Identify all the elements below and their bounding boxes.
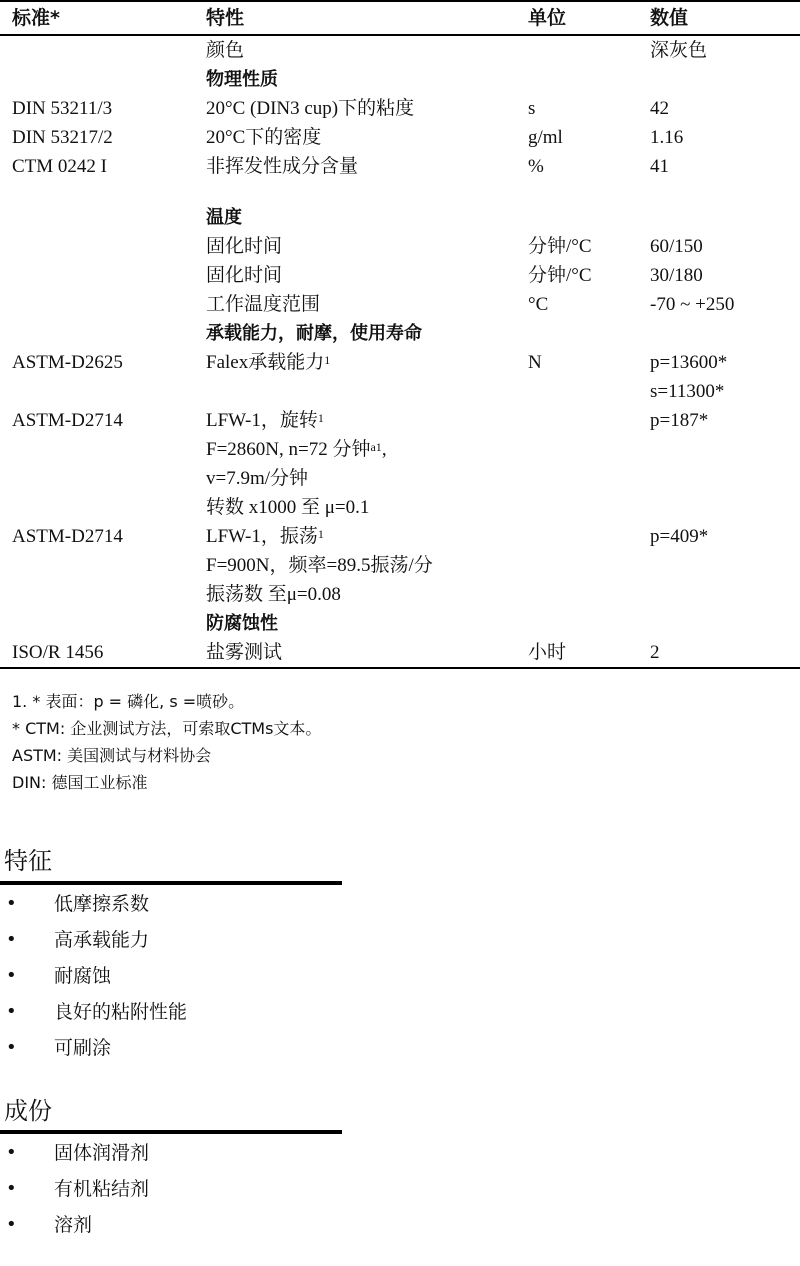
cell-standard: ASTM-D2625 — [12, 352, 123, 373]
list-item: • 有机粘结剂 — [0, 1171, 149, 1207]
bullet-icon: • — [6, 1001, 17, 1022]
bullet-icon: • — [6, 1037, 17, 1058]
cell-value: 42 — [650, 98, 669, 119]
cell-standard — [0, 261, 196, 290]
footnote-marker: 1 — [317, 411, 324, 425]
composition-list — [0, 1135, 149, 1243]
table-row — [0, 435, 800, 464]
cell-value: 60/150 — [650, 236, 703, 257]
cell-standard: DIN 53211/3 — [12, 98, 113, 119]
footnote-astm: ASTM: 美国测试与材料协会 — [12, 746, 212, 765]
list-item: • 可刷涂 — [0, 1030, 187, 1066]
table-row — [0, 94, 800, 123]
header-unit: 单位 — [518, 1, 640, 35]
cell-property: 颜色 — [206, 40, 245, 61]
cell-unit — [518, 406, 640, 435]
cell-standard — [0, 65, 196, 94]
cell-unit — [518, 493, 640, 522]
list-item: • 固体润滑剂 — [0, 1135, 149, 1171]
cell-standard: CTM 0242 I — [12, 156, 107, 177]
cell-unit — [518, 522, 640, 551]
cell-property: 温度 — [206, 207, 242, 228]
features-rule — [0, 881, 342, 885]
table-row — [0, 319, 800, 348]
cell-property: 防腐蚀性 — [206, 613, 278, 634]
cell-value: 深灰色 — [650, 40, 708, 61]
cell-standard: ASTM-D2714 — [12, 526, 123, 547]
composition-title: 成份 — [4, 1097, 52, 1125]
cell-property — [196, 377, 518, 406]
list-item: • 溶剂 — [0, 1207, 149, 1243]
cell-unit: s — [528, 98, 536, 119]
cell-property: 承载能力，耐摩，使用寿命 — [206, 323, 422, 344]
composition-rule — [0, 1130, 342, 1134]
table-header-row — [0, 1, 800, 35]
cell-standard — [0, 580, 196, 609]
list-item: • 耐腐蚀 — [0, 958, 187, 994]
cell-value: -70 ~ +250 — [650, 294, 735, 315]
cell-unit: 分钟/°C — [528, 265, 592, 286]
cell-standard: ASTM-D2714 — [12, 410, 123, 431]
cell-value — [640, 203, 800, 232]
table-row — [0, 406, 800, 435]
cell-value: s=11300* — [650, 381, 725, 402]
footnotes — [12, 688, 321, 796]
cell-standard — [0, 319, 196, 348]
cell-value: p=409* — [650, 526, 709, 547]
cell-value: p=13600* — [650, 352, 728, 373]
cell-value — [640, 551, 800, 580]
bullet-icon: • — [6, 893, 17, 914]
cell-property: 固化时间 — [206, 236, 283, 257]
features-title: 特征 — [4, 847, 52, 875]
bullet-icon: • — [6, 1142, 17, 1163]
cell-standard — [0, 551, 196, 580]
bullet-icon: • — [6, 1178, 17, 1199]
cell-unit — [518, 203, 640, 232]
footnote-marker: 1 — [324, 353, 331, 367]
footnote-marker: 1 — [317, 527, 324, 541]
table-row — [0, 551, 800, 580]
cell-property: 20°C下的密度 — [206, 127, 322, 148]
table-row — [0, 464, 800, 493]
cell-value — [640, 609, 800, 638]
cell-standard — [0, 435, 196, 464]
table-row — [0, 609, 800, 638]
cell-unit: g/ml — [528, 127, 563, 148]
cell-value: 30/180 — [650, 265, 703, 286]
cell-standard — [0, 232, 196, 261]
cell-unit — [518, 35, 640, 65]
cell-unit — [518, 551, 640, 580]
cell-unit: 小时 — [518, 638, 640, 668]
cell-unit — [518, 435, 640, 464]
cell-unit — [518, 65, 640, 94]
table-row — [0, 522, 800, 551]
cell-unit: 分钟/°C — [528, 236, 592, 257]
cell-value: 2 — [640, 638, 800, 668]
cell-value: 1.16 — [650, 127, 684, 148]
cell-unit: °C — [528, 294, 549, 315]
cell-standard — [0, 377, 196, 406]
cell-unit: % — [528, 156, 544, 177]
table-row — [0, 493, 800, 522]
cell-property: LFW-1，旋转$^1$ — [206, 410, 324, 431]
cell-unit: N — [528, 352, 542, 373]
cell-property: LFW-1，振荡$^1$ — [206, 526, 324, 547]
cell-value: p=187* — [650, 410, 709, 431]
table-row — [0, 580, 800, 609]
cell-value — [640, 319, 800, 348]
table-row — [0, 123, 800, 152]
cell-property: 非挥发性成分含量 — [206, 156, 359, 177]
cell-standard — [0, 290, 196, 319]
cell-property: 盐雾测试 — [196, 638, 518, 668]
header-value: 数值 — [640, 1, 800, 35]
cell-unit — [518, 464, 640, 493]
footnote-surface: 1. * 表面：p = 磷化, s =喷砂。 — [12, 692, 245, 711]
cell-property: 工作温度范围 — [206, 294, 321, 315]
table-row — [0, 638, 800, 668]
table-row — [0, 65, 800, 94]
cell-standard — [0, 203, 196, 232]
list-item: • 良好的粘附性能 — [0, 994, 187, 1030]
cell-property: 振荡数 至μ=0.08 — [206, 584, 341, 605]
cell-property: 物理性质 — [206, 69, 278, 90]
bullet-icon: • — [6, 929, 17, 950]
header-property: 特性 — [196, 1, 518, 35]
cell-property: 固化时间 — [206, 265, 283, 286]
table-row — [0, 152, 800, 181]
table-row — [0, 377, 800, 406]
cell-unit — [518, 319, 640, 348]
cell-property: 转数 x1000 至 μ=0.1 — [206, 497, 370, 518]
cell-value — [640, 464, 800, 493]
header-standard: 标准* — [0, 1, 196, 35]
cell-property: Falex承载能力$^1$ — [206, 352, 331, 373]
table-row — [0, 35, 800, 65]
cell-standard — [0, 35, 196, 65]
table-row — [0, 348, 800, 377]
cell-property: 20°C (DIN3 cup)下的粘度 — [206, 98, 415, 119]
footnote-marker: a1 — [370, 440, 382, 454]
table-row — [0, 290, 800, 319]
bullet-icon: • — [6, 1214, 17, 1235]
cell-standard: DIN 53217/2 — [12, 127, 113, 148]
cell-standard: ISO/R 1456 — [0, 638, 196, 668]
table-row — [0, 261, 800, 290]
cell-property: v=7.9m/分钟 — [206, 468, 309, 489]
cell-standard — [0, 464, 196, 493]
footnote-din: DIN: 德国工业标准 — [12, 773, 148, 792]
table-row — [0, 232, 800, 261]
cell-value — [640, 435, 800, 464]
cell-unit — [518, 377, 640, 406]
footnote-ctm: * CTM: 企业测试方法，可索取CTMs文本。 — [12, 719, 322, 738]
list-item: • 高承载能力 — [0, 922, 187, 958]
cell-value — [640, 65, 800, 94]
bullet-icon: • — [6, 965, 17, 986]
cell-value — [640, 580, 800, 609]
features-list — [0, 886, 187, 1066]
cell-standard — [0, 493, 196, 522]
cell-unit — [518, 609, 640, 638]
cell-property: F=900N，频率=89.5振荡/分 — [206, 555, 433, 576]
cell-unit — [518, 580, 640, 609]
table-row — [0, 203, 800, 232]
cell-standard — [0, 609, 196, 638]
cell-value — [640, 493, 800, 522]
cell-property: F=2860N, n=72 分钟$^{a1}$, — [206, 439, 387, 460]
list-item: • 低摩擦系数 — [0, 886, 187, 922]
spacer-row — [0, 181, 800, 203]
cell-value: 41 — [650, 156, 669, 177]
